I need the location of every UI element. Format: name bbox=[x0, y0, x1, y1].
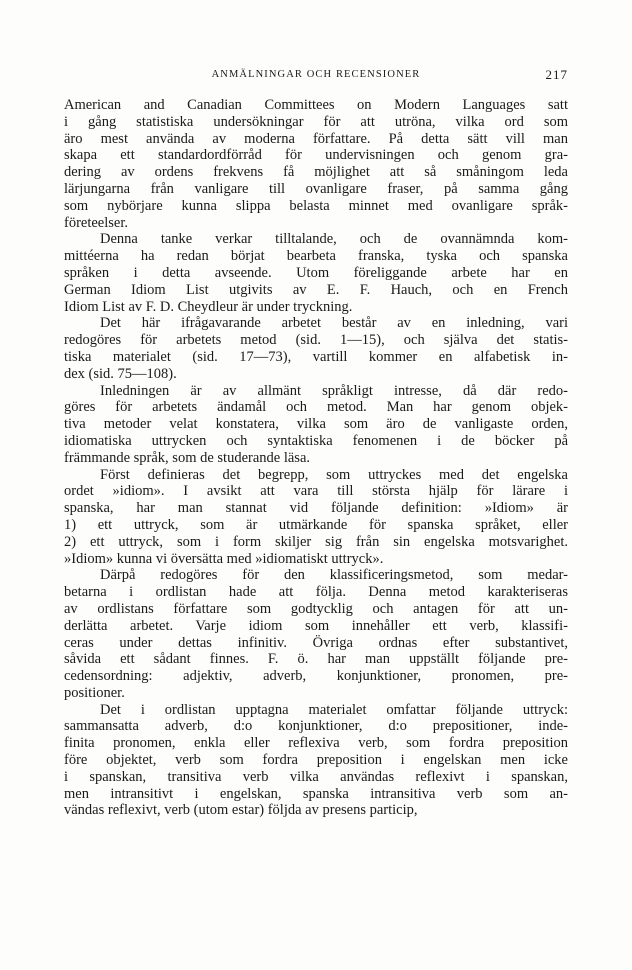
text-line: skapa ett standardordförråd för undervisningen och genom gra- bbox=[64, 147, 568, 164]
text-line: före objektet, verb som fordra preposition i engelskan men icke bbox=[64, 752, 568, 769]
text-line: företeelser. bbox=[64, 214, 129, 231]
text-line: betarna i ordlistan hade att följa. Denna metod karakteriseras bbox=[64, 584, 568, 601]
text-line: positioner. bbox=[64, 684, 125, 701]
text-line: tiska materialet (sid. 17—73), vartill kommer en alfabetisk in- bbox=[64, 348, 568, 365]
text-line: Därpå redogöres för den klassificeringsmetod, som medar- bbox=[100, 567, 568, 584]
text-line: 1) ett uttryck, som är utmärkande för spanska språket, eller bbox=[64, 516, 568, 533]
text-line: men intransitivt i engelskan, spanska intransitiva verb som an- bbox=[64, 785, 568, 802]
paragraph bbox=[64, 383, 568, 467]
paragraph bbox=[64, 231, 568, 315]
text-line: Först definieras det begrepp, som uttryckes med det engelska bbox=[100, 466, 568, 483]
page-number: 217 bbox=[545, 67, 568, 82]
body-text bbox=[64, 97, 568, 819]
text-line: idiomatiska uttrycken och syntaktiska fenomenen i de böcker på bbox=[64, 432, 568, 449]
text-line: i gång statistiska undersökningar för att utröna, vilka ord som bbox=[64, 113, 568, 130]
running-title: ANMÄLNINGAR OCH RECENSIONER bbox=[211, 69, 421, 80]
text-line: Inledningen är av allmänt språkligt intresse, då där redo- bbox=[100, 382, 568, 399]
running-head bbox=[64, 69, 568, 85]
text-line: såvida ett sådant finnes. F. ö. har man uppställt följande pre- bbox=[64, 651, 568, 668]
text-line: derlätta arbetet. Varje idiom som innehåller ett verb, klassifi- bbox=[64, 617, 568, 634]
paragraph bbox=[64, 567, 568, 701]
text-line: som nybörjare kunna slippa belasta minnet med ovanligare språk- bbox=[64, 197, 568, 214]
text-line: i spanskan, transitiva verb vilka användas reflexivt i spanskan, bbox=[64, 768, 568, 785]
text-line: Det i ordlistan upptagna materialet omfattar följande uttryck: bbox=[100, 701, 568, 718]
text-line: dering av ordens frekvens få möjlighet att så småningom leda bbox=[64, 164, 568, 181]
text-line: främmande språk, som de studerande läsa. bbox=[64, 449, 311, 466]
text-line: lärjungarna från vanligare till ovanligare fraser, på samma gång bbox=[64, 180, 568, 197]
text-line: dex (sid. 75—108). bbox=[64, 365, 177, 382]
text-line: göres för arbetets ändamål och metod. Man har genom objek- bbox=[64, 399, 568, 416]
text-line: språken i detta avseende. Utom föreliggande arbete har en bbox=[64, 264, 568, 281]
paragraph bbox=[64, 702, 568, 820]
text-line: American and Canadian Committees on Modern Languages satt bbox=[64, 97, 568, 113]
text-line: redogöres för arbetets metod (sid. 1—15), och själva det statis- bbox=[64, 332, 568, 349]
text-line: mittéerna ha redan börjat bearbeta franska, tyska och spanska bbox=[64, 248, 568, 265]
text-line: German Idiom List utgivits av E. F. Hauch, och en French bbox=[64, 281, 568, 298]
paragraph bbox=[64, 315, 568, 382]
paragraph bbox=[64, 97, 568, 231]
text-line: spanska, har man stannat vid följande definition: »Idiom» är bbox=[64, 500, 568, 517]
text-line: äro mest använda av moderna författare. På detta sätt vill man bbox=[64, 130, 568, 147]
text-line: »Idiom» kunna vi översätta med »idiomatiskt uttryck». bbox=[64, 550, 384, 567]
text-line: cedensordning: adjektiv, adverb, konjunktioner, pronomen, pre- bbox=[64, 668, 568, 685]
paragraph bbox=[64, 467, 568, 568]
text-line: Idiom List av F. D. Cheydleur är under tryckning. bbox=[64, 298, 353, 315]
text-line: Det här ifrågavarande arbetet består av en inledning, vari bbox=[100, 315, 568, 332]
text-line: ceras under dettas infinitiv. Övriga ordnas efter substantivet, bbox=[64, 634, 568, 651]
text-line: vändas reflexivt, verb (utom estar) följda av presens particip, bbox=[64, 802, 418, 819]
text-line: av ordlistans författare som godtycklig och antagen för att un- bbox=[64, 600, 568, 617]
text-line: sammansatta adverb, d:o konjunktioner, d:o prepositioner, inde- bbox=[64, 718, 568, 735]
text-line: ordet »idiom». I avsikt att vara till största hjälp för lärare i bbox=[64, 483, 568, 500]
text-line: tiva metoder velat konstatera, vilka som äro de vanligaste orden, bbox=[64, 416, 568, 433]
text-line: Denna tanke verkar tilltalande, och de ovannämnda kom- bbox=[100, 231, 568, 248]
text-line: finita pronomen, enkla eller reflexiva verb, som fordra preposition bbox=[64, 735, 568, 752]
text-line: 2) ett uttryck, som i form skiljer sig från sin engelska motsvarighet. bbox=[64, 533, 568, 550]
